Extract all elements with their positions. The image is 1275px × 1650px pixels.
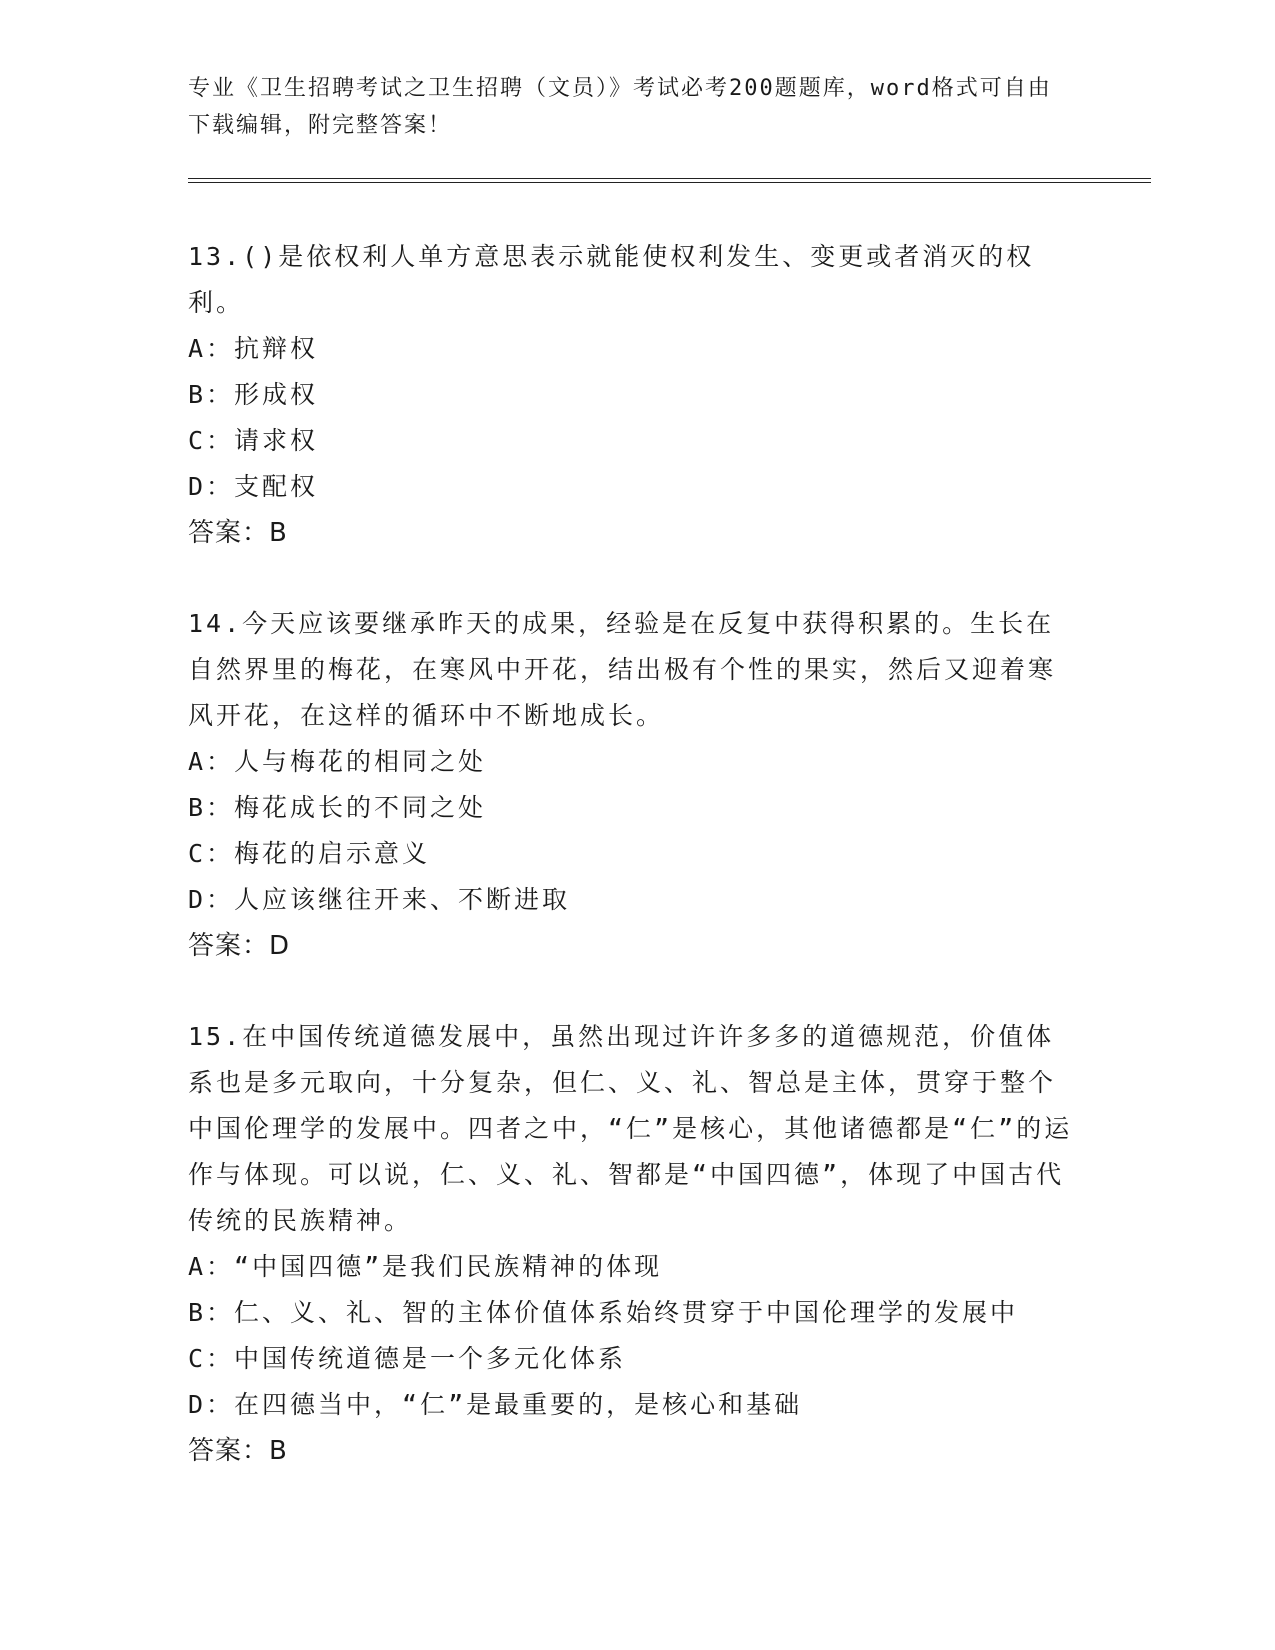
question-13	[188, 234, 1078, 556]
question-text: 14.今天应该要继承昨天的成果，经验是在反复中获得积累的。生长在自然界里的梅花，在寒风中开花，结出极有个性的果实，然后又迎着寒风开花，在这样的循环中不断地成长。	[188, 609, 1057, 730]
question-14	[188, 601, 1078, 969]
answer: 答案：D	[188, 931, 291, 961]
option-b: B：仁、义、礼、智的主体价值体系始终贯穿于中国伦理学的发展中	[188, 1298, 1019, 1327]
option-c: C：梅花的启示意义	[188, 839, 431, 868]
answer: 答案：B	[188, 518, 288, 548]
question-text: 15.在中国传统道德发展中，虽然出现过许许多多的道德规范，价值体系也是多元取向，十分复杂，但仁、义、礼、智总是主体，贯穿于整个中国伦理学的发展中。四者之中，“仁”是核心，其他诸德都是“仁”的运作与体现。可以说，仁、义、礼、智都是“中国四德”，体现了中国古代传统的民族精神。	[188, 1022, 1073, 1235]
option-b: B：梅花成长的不同之处	[188, 793, 487, 822]
option-b: B：形成权	[188, 380, 319, 409]
option-d: D：人应该继往开来、不断进取	[188, 885, 571, 914]
option-d: D：在四德当中，“仁”是最重要的，是核心和基础	[188, 1390, 803, 1419]
option-d: D：支配权	[188, 472, 319, 501]
option-a: A：抗辩权	[188, 334, 319, 363]
question-text: 13.()是依权利人单方意思表示就能使权利发生、变更或者消灭的权利。	[188, 242, 1035, 317]
document-intro: 专业《卫生招聘考试之卫生招聘（文员）》考试必考200题题库，word格式可自由下载编辑，附完整答案！	[188, 76, 1052, 138]
option-a: A：“中国四德”是我们民族精神的体现	[188, 1252, 663, 1281]
option-a: A：人与梅花的相同之处	[188, 747, 487, 776]
answer: 答案：B	[188, 1436, 288, 1466]
header-divider-top	[188, 178, 1151, 179]
option-c: C：中国传统道德是一个多元化体系	[188, 1344, 627, 1373]
header-divider-bottom	[188, 182, 1151, 183]
question-15	[188, 1014, 1078, 1474]
option-c: C：请求权	[188, 426, 319, 455]
